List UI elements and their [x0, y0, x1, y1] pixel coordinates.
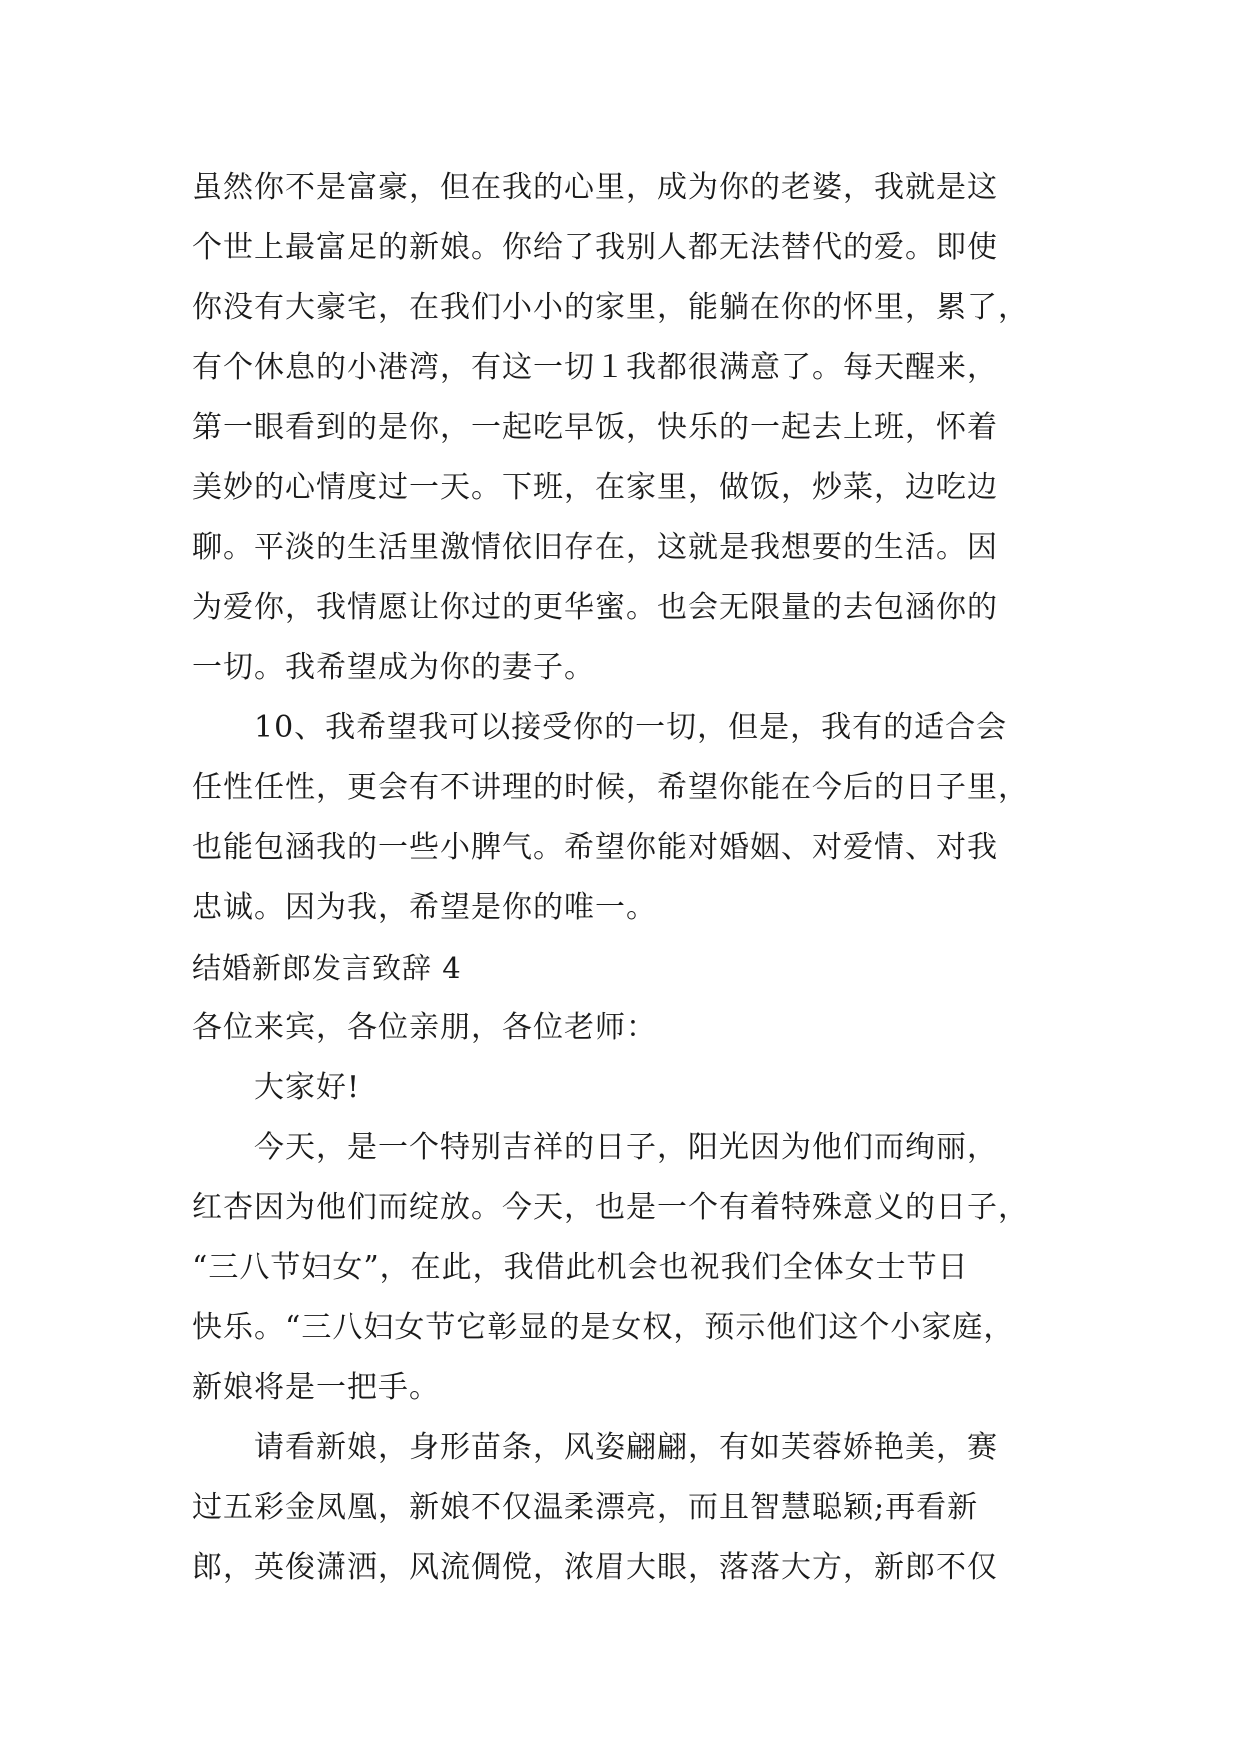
greeting: 大家好!: [254, 1070, 361, 1105]
text-line: 今天，是一个特别吉祥的日子，阳光因为他们而绚丽，: [254, 1130, 998, 1165]
text-line: 郎，英俊潇洒，风流倜傥，浓眉大眼，落落大方，新郎不仅: [192, 1550, 998, 1585]
text-line: 也能包涵我的一些小脾气。希望你能对婚姻、对爱情、对我: [192, 830, 998, 865]
text-line: “三八节妇女”，在此，我借此机会也祝我们全体女士节日: [192, 1250, 969, 1285]
text-line: 10、我希望我可以接受你的一切，但是，我有的适合会: [254, 710, 1008, 745]
salutation: 各位来宾，各位亲朋，各位老师：: [192, 1010, 657, 1045]
text-line: 一切。我希望成为你的妻子。: [192, 650, 595, 685]
paragraph-1: [192, 158, 1052, 698]
text-line: 第一眼看到的是你，一起吃早饭，快乐的一起去上班，怀着: [192, 410, 998, 445]
text-line: 快乐。“三八妇女节它彰显的是女权，预示他们这个小家庭，: [192, 1310, 1015, 1345]
text-line: 任性任性，更会有不讲理的时候，希望你能在今后的日子里，: [192, 770, 1029, 805]
text-line: 你没有大豪宅，在我们小小的家里，能躺在你的怀里，累了，: [192, 290, 1029, 325]
text-line: 虽然你不是富豪，但在我的心里，成为你的老婆，我就是这: [192, 170, 998, 205]
text-line: 忠诚。因为我，希望是你的唯一。: [192, 890, 657, 925]
text-line: 为爱你，我情愿让你过的更华蜜。也会无限量的去包涵你的: [192, 590, 998, 625]
paragraph-2: [192, 698, 1052, 938]
document-page: [192, 158, 1052, 1598]
text-line: 新娘将是一把手。: [192, 1370, 440, 1405]
paragraph-4: [192, 1418, 1052, 1598]
text-line: 过五彩金凤凰，新娘不仅温柔漂亮，而且智慧聪颖;再看新: [192, 1490, 979, 1525]
text-line: 有个休息的小港湾，有这一切１我都很满意了。每天醒来，: [192, 350, 998, 385]
section-heading: 结婚新郎发言致辞 4: [192, 951, 462, 985]
text-line: 聊。平淡的生活里激情依旧存在，这就是我想要的生活。因: [192, 530, 998, 565]
text-line: 请看新娘，身形苗条，风姿翩翩，有如芙蓉娇艳美，赛: [254, 1430, 998, 1465]
paragraph-3: [192, 1118, 1052, 1418]
text-line: 美妙的心情度过一天。下班，在家里，做饭，炒菜，边吃边: [192, 470, 998, 505]
text-line: 红杏因为他们而绽放。今天，也是一个有着特殊意义的日子，: [192, 1190, 1029, 1225]
text-line: 个世上最富足的新娘。你给了我别人都无法替代的爱。即使: [192, 230, 998, 265]
